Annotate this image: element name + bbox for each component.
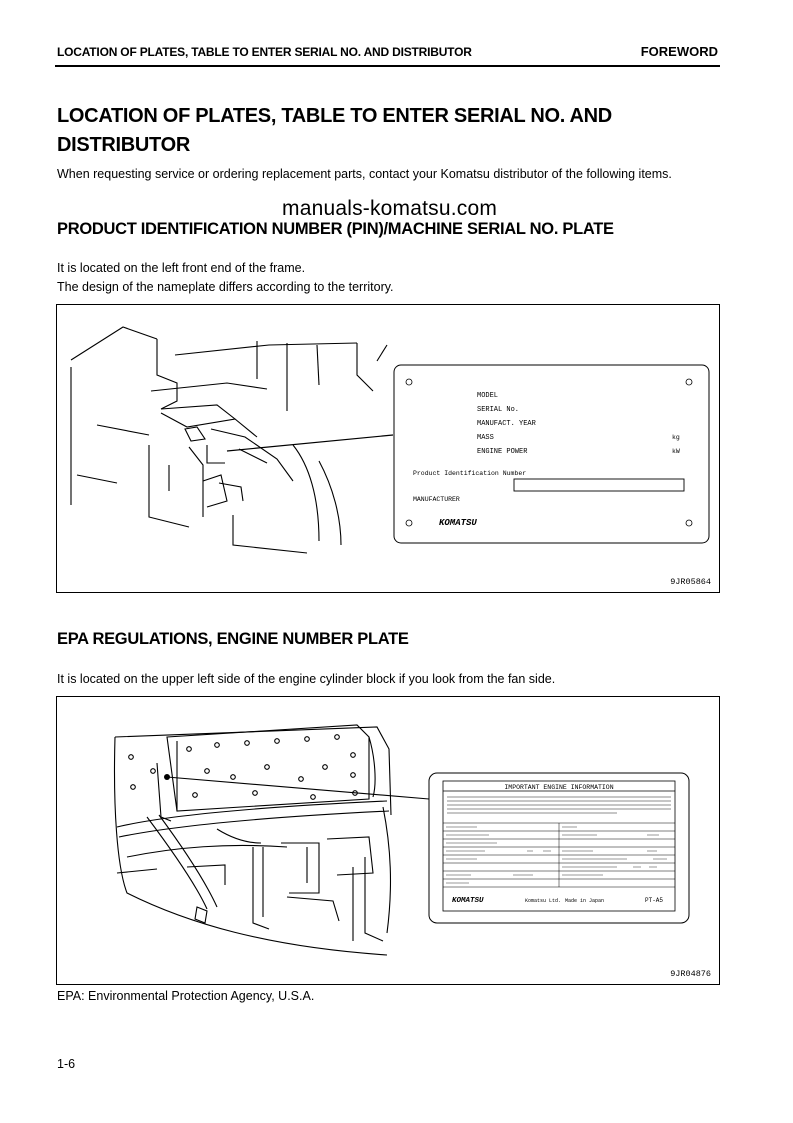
plate-power-label: ENGINE POWER xyxy=(477,448,528,456)
epa-figure-id: 9JR04876 xyxy=(670,969,711,979)
plate-pin-box xyxy=(514,479,684,491)
page-number: 1-6 xyxy=(57,1057,76,1071)
pin-location-text: It is located on the left front end of the frame. xyxy=(57,261,306,275)
pin-figure-id: 9JR05864 xyxy=(670,577,711,587)
epa-plate-maker: Komatsu Ltd. xyxy=(525,898,562,904)
pin-plate-illustration xyxy=(57,305,719,592)
engine-drawing xyxy=(115,725,392,955)
plate-year-label: MANUFACT. YEAR xyxy=(477,420,536,428)
intro-text: When requesting service or ordering replacement parts, contact your Komatsu distributor of the following items. xyxy=(57,167,672,181)
plate-model-label: MODEL xyxy=(477,392,499,400)
epa-section-heading: EPA REGULATIONS, ENGINE NUMBER PLATE xyxy=(57,630,409,648)
plate-manufacturer-label: MANUFACTURER xyxy=(413,496,460,503)
epa-plate-komatsu-logo: KOMATSU xyxy=(452,897,484,905)
plate-mass-unit: kg xyxy=(672,434,680,441)
plate-mass-label: MASS xyxy=(477,434,494,442)
epa-plate-origin: Made in Japan xyxy=(565,898,605,904)
plate-power-unit: kW xyxy=(672,448,680,455)
epa-location-text: It is located on the upper left side of the engine cylinder block if you look from the fan side. xyxy=(57,672,556,686)
epa-plate-title: IMPORTANT ENGINE INFORMATION xyxy=(504,784,614,791)
plate-serial-label: SERIAL No. xyxy=(477,406,520,414)
plate-komatsu-logo: KOMATSU xyxy=(439,518,477,528)
pin-leader-line xyxy=(227,435,393,451)
plate-pin-label: Product Identification Number xyxy=(413,470,527,477)
page-title: LOCATION OF PLATES, TABLE TO ENTER SERIAL NO. AND DISTRIBUTOR xyxy=(57,105,612,156)
running-header-title: LOCATION OF PLATES, TABLE TO ENTER SERIAL NO. AND DISTRIBUTOR xyxy=(57,45,472,59)
epa-footnote: EPA: Environmental Protection Agency, U.S.A. xyxy=(57,989,315,1003)
header-rule xyxy=(55,65,720,67)
pin-design-text: The design of the nameplate differs according to the territory. xyxy=(57,280,394,294)
epa-information-plate xyxy=(429,773,689,923)
running-header-section: FOREWORD xyxy=(640,44,718,59)
engine-block-illustration xyxy=(57,697,719,984)
nameplate xyxy=(394,365,709,543)
epa-plate-figure xyxy=(56,696,720,985)
watermark: manuals-komatsu.com xyxy=(282,197,498,220)
epa-plate-code: PT-A5 xyxy=(645,897,664,904)
pin-plate-figure xyxy=(56,304,720,593)
pin-section-heading: PRODUCT IDENTIFICATION NUMBER (PIN)/MACHINE SERIAL NO. PLATE xyxy=(57,220,614,238)
